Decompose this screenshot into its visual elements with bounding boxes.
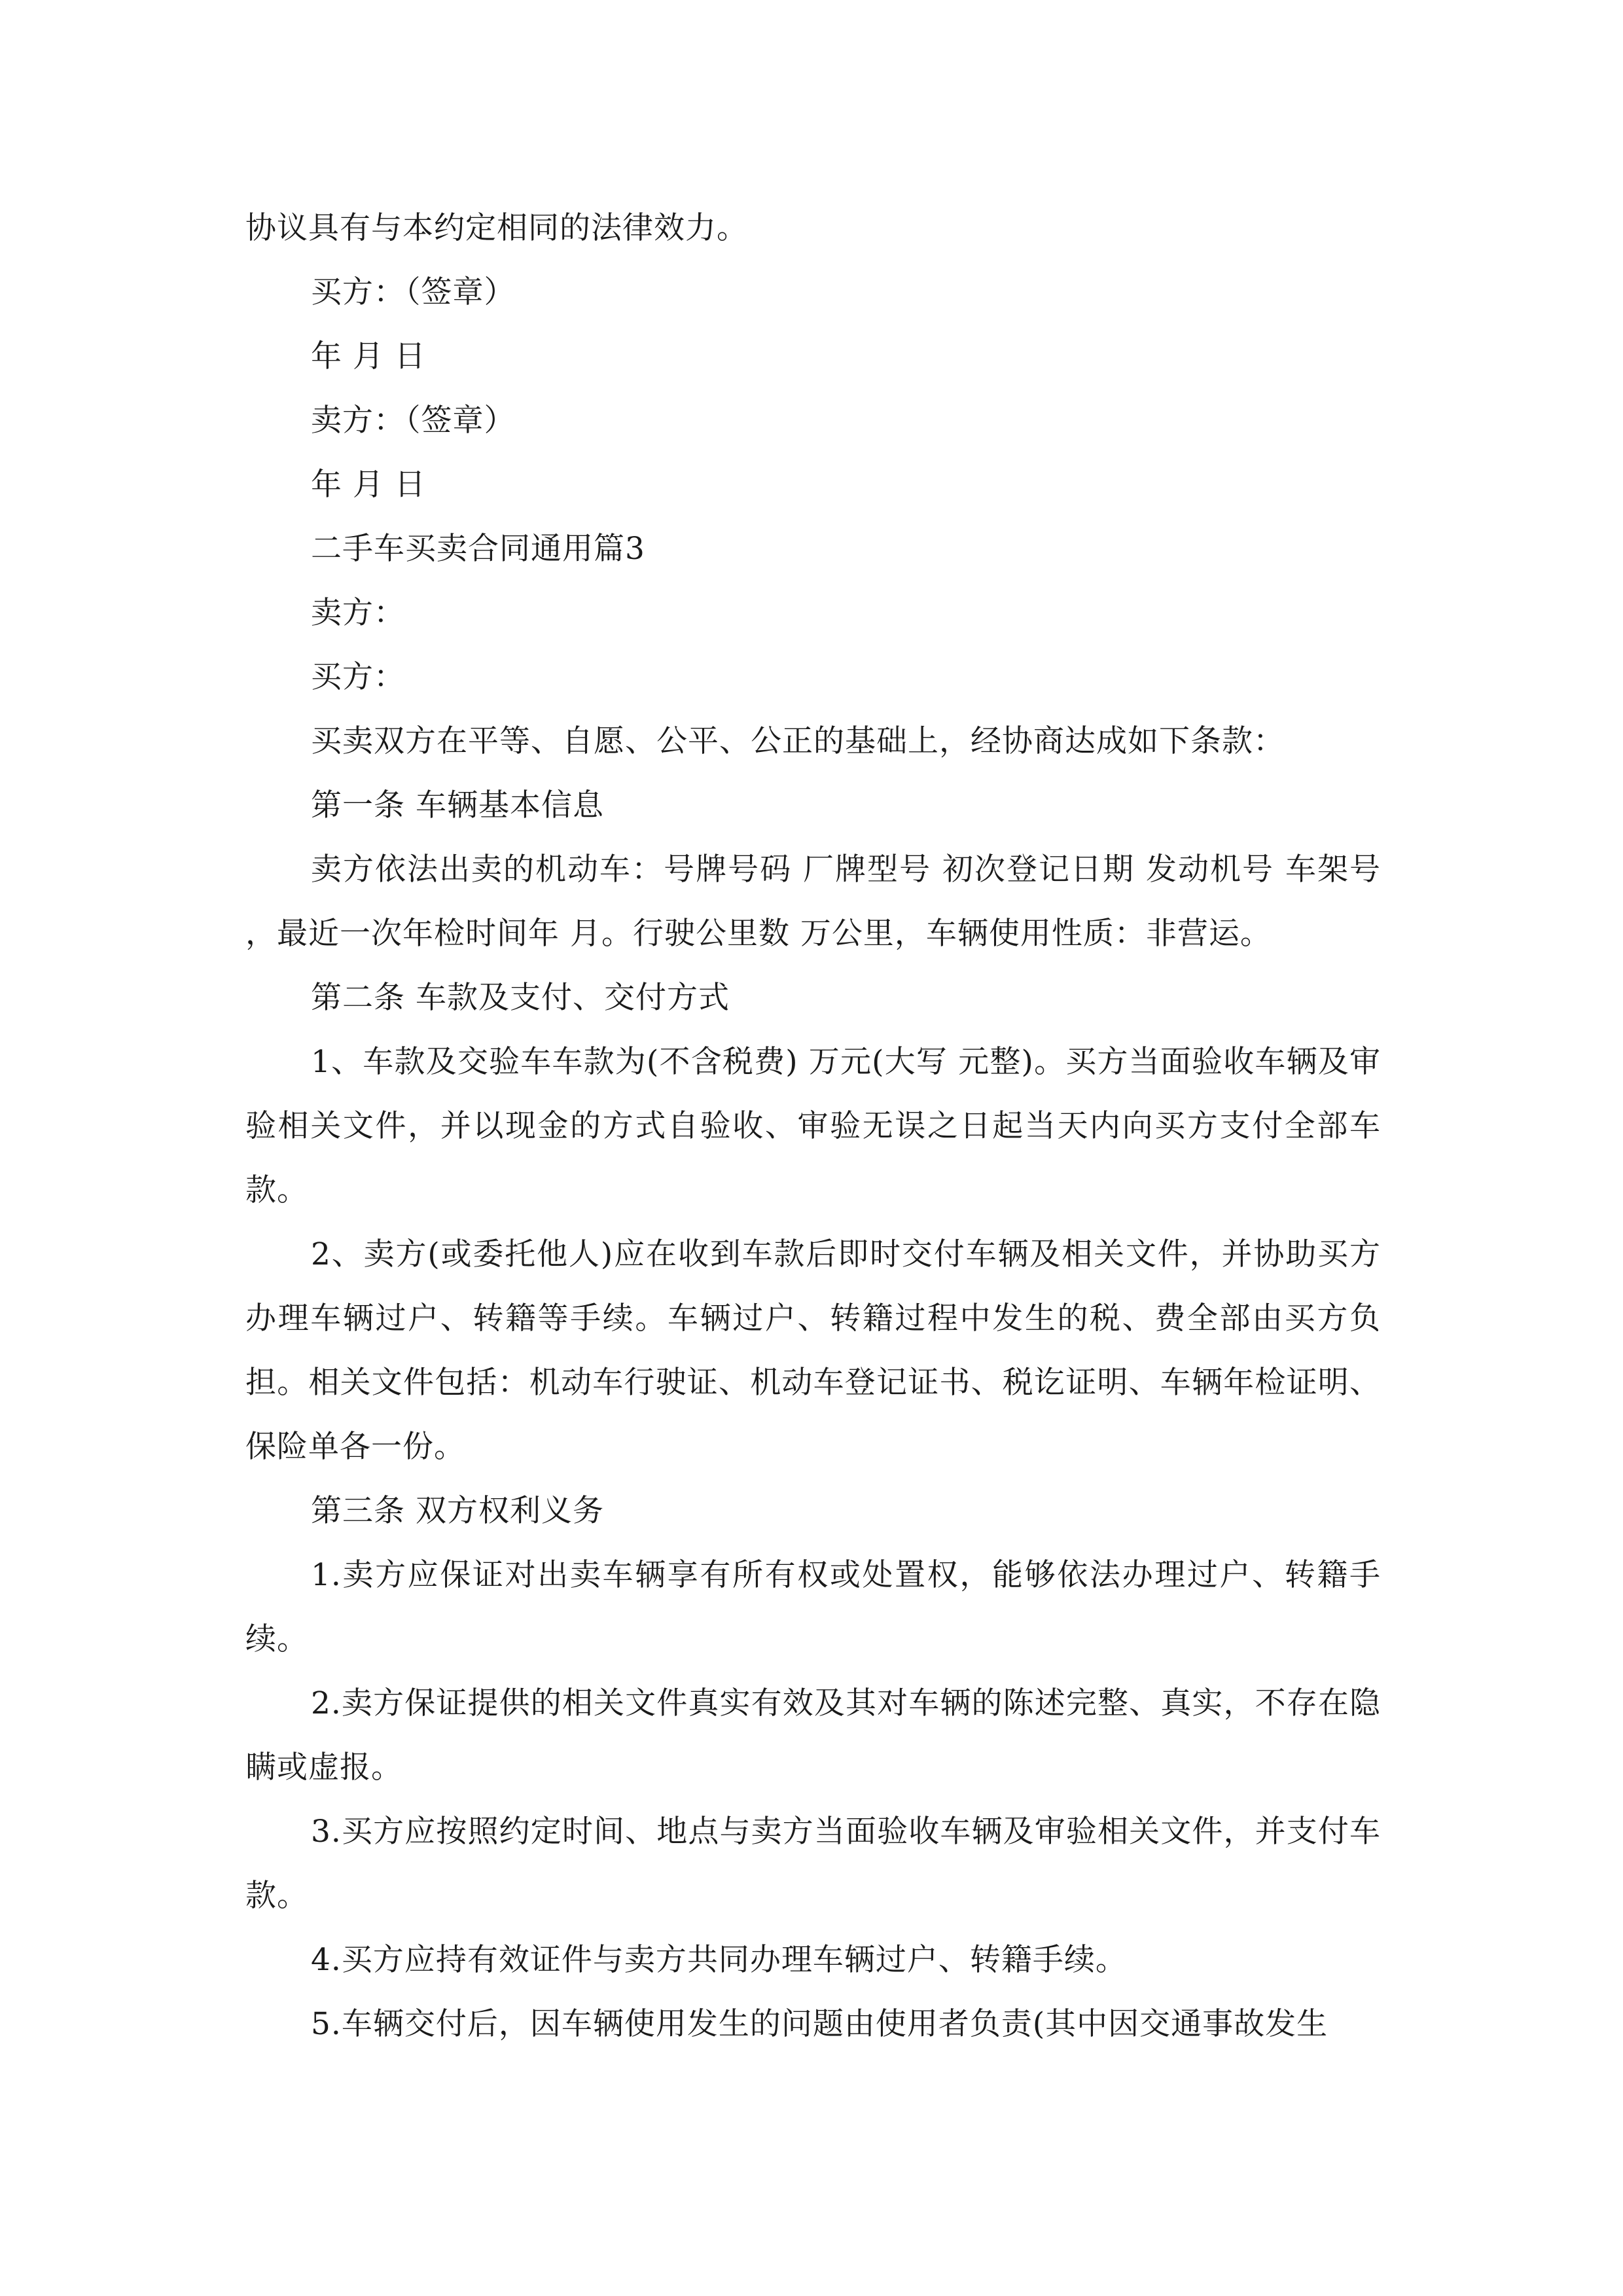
paragraph-5: 年 月 日 (311, 467, 426, 503)
buyer-line: 买方： (311, 659, 405, 695)
paragraph-2: 买方：（签章） (311, 274, 516, 310)
article-3-heading: 第三条 双方权利义务 (311, 1493, 604, 1529)
section-title: 二手车买卖合同通用篇3 (311, 531, 645, 567)
article-2-clause-1: 1、车款及交验车车款为(不含税费) 万元(大写 元整)。买方当面验收车辆及审验相关文件，并以现金的方式自验收、审验无误之日起当天内向买方支付全部车款。 (245, 1044, 1381, 1208)
article-2-clause-2: 2、卖方(或委托他人)应在收到车款后即时交付车辆及相关文件，并协助买方办理车辆过户、转籍等手续。车辆过户、转籍过程中发生的税、费全部由买方负担。相关文件包括：机动车行驶证、机动车登记证书、税讫证明、车辆年检证明、保险单各一份。 (245, 1236, 1381, 1465)
paragraph-4: 卖方：（签章） (311, 403, 516, 439)
paragraph-3: 年 月 日 (311, 338, 426, 374)
article-2-heading: 第二条 车款及支付、交付方式 (311, 980, 730, 1016)
article-3-clause-4: 4.买方应持有效证件与卖方共同办理车辆过户、转籍手续。 (311, 1942, 1127, 1978)
article-3-clause-3: 3.买方应按照约定时间、地点与卖方当面验收车辆及审验相关文件，并支付车款。 (245, 1814, 1381, 1914)
document-body (245, 196, 1381, 2056)
article-3-clause-1: 1.卖方应保证对出卖车辆享有所有权或处置权，能够依法办理过户、转籍手续。 (245, 1557, 1381, 1657)
preamble: 买卖双方在平等、自愿、公平、公正的基础上，经协商达成如下条款： (311, 723, 1285, 759)
article-1-heading: 第一条 车辆基本信息 (311, 787, 604, 823)
article-1-body: 卖方依法出卖的机动车：号牌号码 厂牌型号 初次登记日期 发动机号 车架号 ，最近一次年检时间年 月。行驶公里数 万公里，车辆使用性质：非营运。 (245, 852, 1381, 952)
article-3-clause-5: 5.车辆交付后，因车辆使用发生的问题由使用者负责(其中因交通事故发生 (311, 2006, 1329, 2042)
paragraph-1: 协议具有与本约定相同的法律效力。 (245, 210, 748, 246)
seller-line: 卖方： (311, 595, 405, 631)
article-3-clause-2: 2.卖方保证提供的相关文件真实有效及其对车辆的陈述完整、真实，不存在隐瞒或虚报。 (245, 1685, 1381, 1785)
